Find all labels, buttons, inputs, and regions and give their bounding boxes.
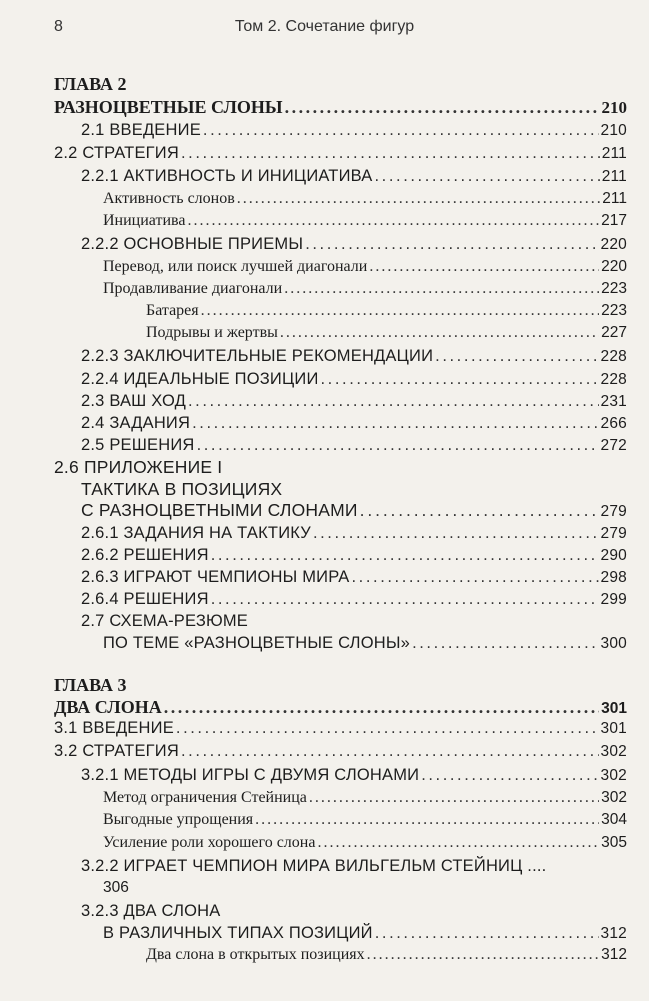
toc-entry-text: Два слона в открытых позициях bbox=[146, 946, 365, 963]
toc-entry-text: Подрывы и жертвы bbox=[146, 324, 278, 341]
toc-entry-page: 312 bbox=[600, 925, 627, 942]
running-title: Том 2. Сочетание фигур bbox=[234, 18, 415, 35]
toc-entry-text: 2.2 СТРАТЕГИЯ bbox=[54, 144, 179, 162]
toc-entry-page: 306 bbox=[103, 879, 129, 896]
toc-entry bbox=[103, 924, 627, 943]
toc-entry-page: 279 bbox=[600, 503, 627, 520]
toc-entry-text: ДВА СЛОНА bbox=[54, 697, 162, 717]
toc-entry-page: 290 bbox=[600, 547, 627, 564]
toc-entry-text: 3.2 СТРАТЕГИЯ bbox=[54, 742, 179, 760]
toc-entry-text: В РАЗЛИЧНЫХ ТИПАХ ПОЗИЦИЙ bbox=[103, 924, 373, 942]
toc-entry-page: 301 bbox=[601, 700, 627, 717]
toc-entry-text: 2.2.3 ЗАКЛЮЧИТЕЛЬНЫЕ РЕКОМЕНДАЦИИ bbox=[81, 347, 434, 365]
toc-entry-page: 272 bbox=[600, 437, 627, 454]
toc-entry bbox=[81, 370, 627, 389]
toc-entry-page: 220 bbox=[600, 236, 627, 253]
toc-entry-page: 217 bbox=[601, 212, 627, 229]
toc-entry bbox=[54, 144, 627, 163]
toc-entry-text: Батарея bbox=[146, 302, 199, 319]
toc-entry-page: 266 bbox=[600, 415, 627, 432]
toc-entry-summary-line1: 2.7 СХЕМА-РЕЗЮМЕ bbox=[81, 612, 248, 630]
chapter-2-title bbox=[54, 97, 627, 118]
toc-entry bbox=[103, 190, 627, 208]
page-number: 8 bbox=[54, 18, 63, 35]
toc-entry-page: 312 bbox=[601, 946, 627, 963]
toc-entry-page: 211 bbox=[601, 168, 627, 185]
toc-entry bbox=[146, 302, 627, 320]
chapter-2-label: ГЛАВА 2 bbox=[54, 74, 127, 94]
toc-entry-text: 3.1 ВВЕДЕНИЕ bbox=[54, 719, 174, 737]
toc-entry-text: 2.6.4 РЕШЕНИЯ bbox=[81, 590, 209, 608]
toc-entry-page: 304 bbox=[601, 811, 627, 828]
toc-entry-page: 211 bbox=[602, 190, 627, 207]
toc-entry-text: РАЗНОЦВЕТНЫЕ СЛОНЫ bbox=[54, 97, 283, 117]
toc-entry bbox=[103, 258, 627, 276]
toc-entry-text: 2.2.2 ОСНОВНЫЕ ПРИЕМЫ bbox=[81, 235, 304, 253]
toc-entry-page: 223 bbox=[601, 302, 627, 319]
toc-entry-page: 227 bbox=[601, 324, 627, 341]
toc-entry-appendix-line1: 2.6 ПРИЛОЖЕНИЕ I bbox=[54, 457, 223, 477]
toc-entry-text: Активность слонов bbox=[103, 190, 235, 207]
toc-entry-text: 2.4 ЗАДАНИЯ bbox=[81, 414, 191, 432]
toc-entry-text: Продавливание диагонали bbox=[103, 280, 283, 297]
toc-entry-text: С РАЗНОЦВЕТНЫМИ СЛОНАМИ bbox=[81, 500, 358, 520]
chapter-3-title bbox=[54, 697, 627, 718]
toc-entry bbox=[81, 590, 627, 609]
toc-entry-text: 2.1 ВВЕДЕНИЕ bbox=[81, 121, 201, 139]
toc-entry-text: 2.3 ВАШ ХОД bbox=[81, 392, 186, 410]
toc-entry-text: Инициатива bbox=[103, 212, 186, 229]
toc-entry-text: 2.2.4 ИДЕАЛЬНЫЕ ПОЗИЦИИ bbox=[81, 370, 319, 388]
toc-entry-text: 3.2.1 МЕТОДЫ ИГРЫ С ДВУМЯ СЛОНАМИ bbox=[81, 766, 420, 784]
toc-entry bbox=[81, 524, 627, 543]
toc-entry bbox=[81, 436, 627, 455]
toc-entry-text: Перевод, или поиск лучшей диагонали bbox=[103, 258, 368, 275]
toc-entry bbox=[81, 546, 627, 565]
chapter-3-label: ГЛАВА 3 bbox=[54, 675, 127, 695]
toc-entry-text: 2.6.2 РЕШЕНИЯ bbox=[81, 546, 209, 564]
toc-entry-page: 228 bbox=[600, 348, 627, 365]
toc-entry-text: 2.2.1 АКТИВНОСТЬ И ИНИЦИАТИВА bbox=[81, 167, 373, 185]
toc-entry-page: 231 bbox=[600, 393, 627, 410]
toc-entry-text: 2.5 РЕШЕНИЯ bbox=[81, 436, 195, 454]
toc-entry bbox=[146, 946, 627, 964]
toc-entry bbox=[81, 235, 627, 254]
toc-entry-page: 220 bbox=[601, 258, 627, 275]
toc-entry-page: 223 bbox=[601, 280, 627, 297]
toc-entry-page: 298 bbox=[600, 569, 627, 586]
toc-entry-page: 305 bbox=[601, 834, 627, 851]
toc-entry-page: 210 bbox=[600, 122, 627, 139]
toc-entry-text: Выгодные упрощения bbox=[103, 811, 254, 828]
toc-entry bbox=[103, 212, 627, 230]
toc-entry-text: Метод ограничения Стейница bbox=[103, 789, 307, 806]
toc-entry bbox=[81, 392, 627, 411]
toc-entry bbox=[54, 719, 627, 738]
toc-entry bbox=[54, 742, 627, 761]
toc-entry bbox=[103, 789, 627, 807]
toc-entry-page: 301 bbox=[600, 720, 627, 737]
toc-entry-page: 279 bbox=[600, 525, 627, 542]
toc-entry-steinitz: 3.2.2 ИГРАЕТ ЧЕМПИОН МИРА ВИЛЬГЕЛЬМ СТЕЙНИЦ .... bbox=[81, 857, 547, 875]
toc-entry bbox=[146, 324, 627, 342]
toc-entry-appendix-line2: ТАКТИКА В ПОЗИЦИЯХ bbox=[81, 479, 283, 499]
toc-entry bbox=[103, 834, 627, 852]
toc-entry-page: 299 bbox=[600, 591, 627, 608]
toc-entry bbox=[81, 121, 627, 140]
toc-entry bbox=[103, 280, 627, 298]
toc-entry-text: ПО ТЕМЕ «РАЗНОЦВЕТНЫЕ СЛОНЫ» bbox=[103, 634, 411, 652]
toc-entry-page: 211 bbox=[601, 145, 627, 162]
toc-entry-page: 302 bbox=[600, 743, 627, 760]
toc-entry-text: 2.6.1 ЗАДАНИЯ НА ТАКТИКУ bbox=[81, 524, 311, 542]
toc-entry bbox=[81, 347, 627, 366]
toc-entry bbox=[103, 634, 627, 653]
toc-entry-text: 2.6.3 ИГРАЮТ ЧЕМПИОНЫ МИРА bbox=[81, 568, 350, 586]
toc-entry bbox=[81, 766, 627, 785]
toc-entry-page: 302 bbox=[600, 767, 627, 784]
toc-entry bbox=[81, 414, 627, 433]
toc-entry bbox=[81, 500, 627, 521]
toc-entry-page: 210 bbox=[601, 98, 627, 117]
toc-entry-page: 300 bbox=[600, 635, 627, 652]
toc-entry bbox=[81, 568, 627, 587]
toc-entry-text: Усиление роли хорошего слона bbox=[103, 834, 316, 851]
toc-entry bbox=[81, 167, 627, 186]
toc-entry-page: 228 bbox=[600, 371, 627, 388]
toc-entry-two-bishops-line1: 3.2.3 ДВА СЛОНА bbox=[81, 902, 221, 920]
toc-entry-page: 302 bbox=[601, 789, 627, 806]
toc-entry bbox=[103, 811, 627, 829]
